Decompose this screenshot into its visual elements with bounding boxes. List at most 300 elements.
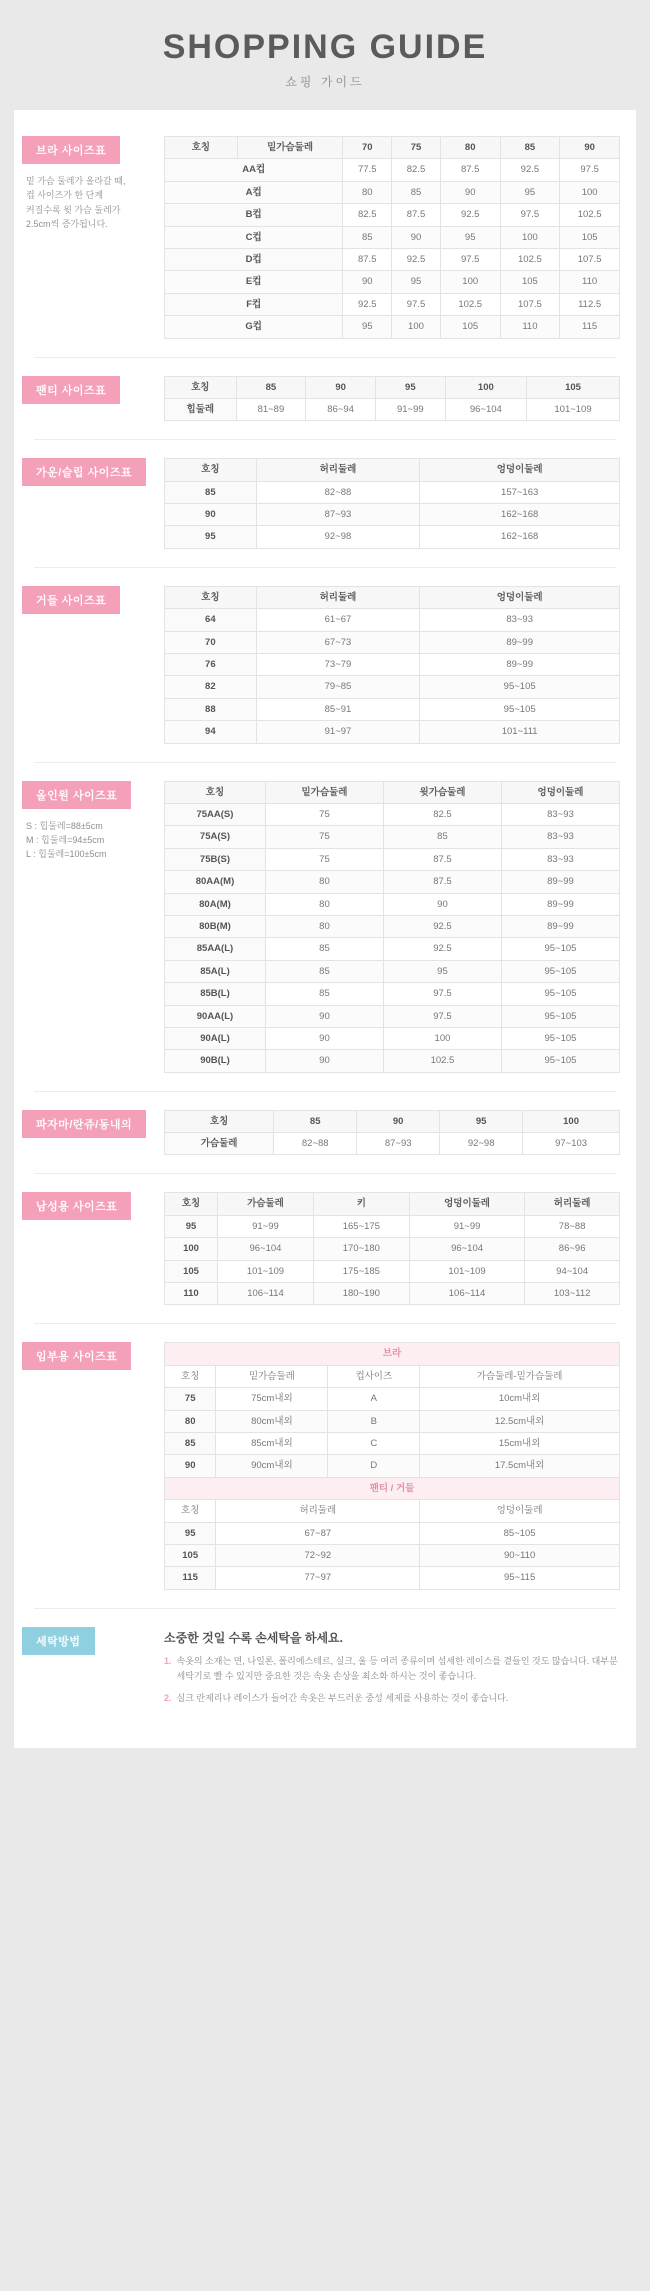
table-cell: 95~105 — [420, 676, 620, 698]
section-2 — [14, 444, 636, 563]
table-cell: 165~175 — [313, 1215, 409, 1237]
section-6-right — [164, 1192, 624, 1305]
table-cell: 89~99 — [501, 893, 619, 915]
table-row — [165, 1050, 620, 1072]
table-cell: 86~94 — [306, 398, 376, 420]
section-5-tag: 파자마/란쥬/동내의 — [22, 1110, 146, 1138]
column-header: 100 — [445, 376, 526, 398]
table-row — [165, 609, 620, 631]
table-cell: 92.5 — [392, 248, 441, 270]
column-header: 호칭 — [165, 459, 257, 481]
table-cell: 105 — [560, 226, 620, 248]
table-row — [165, 1343, 620, 1365]
section-4 — [14, 767, 636, 1087]
column-header: 90 — [306, 376, 376, 398]
table-cell: 95~105 — [501, 1050, 619, 1072]
table-cell: B — [328, 1410, 420, 1432]
table-cell: 175~185 — [313, 1260, 409, 1282]
section-2-table — [164, 458, 620, 549]
column-header: 허리둘레 — [256, 586, 420, 608]
column-header: 90 — [560, 137, 620, 159]
table-cell: 97.5 — [440, 248, 500, 270]
table-row — [165, 293, 620, 315]
maternity-table — [164, 1342, 620, 1589]
section-1 — [14, 362, 636, 436]
column-header: 호칭 — [165, 137, 238, 159]
table-cell: 92.5 — [440, 204, 500, 226]
row-header-cell: 82 — [165, 676, 257, 698]
table-header-row — [165, 1110, 620, 1132]
table-cell: 106~114 — [218, 1283, 314, 1305]
page-title: SHOPPING GUIDE — [162, 28, 488, 66]
section-4-right — [164, 781, 624, 1073]
table-cell: 97.5 — [383, 983, 501, 1005]
table-header-row — [165, 1365, 620, 1387]
table-cell: 85 — [265, 960, 383, 982]
table-cell: 95~105 — [501, 960, 619, 982]
section-maternity-left — [14, 1342, 164, 1370]
table-cell: 101~109 — [218, 1260, 314, 1282]
row-header-cell: 85A(L) — [165, 960, 266, 982]
page-header — [0, 0, 650, 110]
section-4-table — [164, 781, 620, 1073]
row-header-cell: 75A(S) — [165, 826, 266, 848]
table-cell: 80 — [265, 871, 383, 893]
column-header: 75 — [392, 137, 441, 159]
table-header-row — [165, 586, 620, 608]
table-cell: 79~85 — [256, 676, 420, 698]
row-header-cell: 90AA(L) — [165, 1005, 266, 1027]
section-5 — [14, 1096, 636, 1170]
table-cell: 96~104 — [445, 398, 526, 420]
table-cell: 87~93 — [256, 504, 420, 526]
table-cell: 91~99 — [409, 1215, 525, 1237]
divider — [34, 567, 616, 568]
table-cell: 90cm내외 — [216, 1455, 328, 1477]
section-2-left — [14, 458, 164, 486]
section-3 — [14, 572, 636, 758]
table-cell: 87.5 — [392, 204, 441, 226]
table-cell: 90 — [265, 1050, 383, 1072]
table-row — [165, 698, 620, 720]
section-3-left — [14, 586, 164, 614]
table-cell: 90 — [383, 893, 501, 915]
row-header-cell: 80 — [165, 1410, 216, 1432]
table-cell: 115 — [560, 316, 620, 338]
table-cell: 75 — [265, 803, 383, 825]
table-cell: 91~99 — [375, 398, 445, 420]
section-4-tag: 올인원 사이즈표 — [22, 781, 131, 809]
table-row — [165, 226, 620, 248]
table-cell: 95 — [343, 316, 392, 338]
column-header: 엉덩이둘레 — [501, 781, 619, 803]
column-header: 컵사이즈 — [328, 1365, 420, 1387]
column-header: 70 — [343, 137, 392, 159]
table-header-row — [165, 781, 620, 803]
column-header: 호칭 — [165, 1110, 274, 1132]
table-row — [165, 1522, 620, 1544]
table-row — [165, 1027, 620, 1049]
section-5-right — [164, 1110, 624, 1156]
column-header: 100 — [523, 1110, 620, 1132]
divider — [34, 762, 616, 763]
table-cell: 92~98 — [440, 1133, 523, 1155]
table-cell: 75cm내외 — [216, 1388, 328, 1410]
section-wash-tag: 세탁방법 — [22, 1627, 95, 1655]
table-cell: 107.5 — [560, 248, 620, 270]
maternity-group1-title: 브라 — [165, 1343, 620, 1365]
table-cell: 95~105 — [501, 1027, 619, 1049]
table-cell: 95~105 — [501, 983, 619, 1005]
row-header-cell: 75AA(S) — [165, 803, 266, 825]
column-header: 밑가슴둘레 — [237, 137, 343, 159]
row-header-cell: 90 — [165, 1455, 216, 1477]
wash-item-number: 2. — [164, 1693, 172, 1704]
section-0-left — [14, 136, 164, 232]
section-0-right — [164, 136, 624, 339]
section-maternity — [14, 1328, 636, 1603]
table-cell: 95~105 — [501, 938, 619, 960]
table-row — [165, 481, 620, 503]
table-cell: 110 — [500, 316, 560, 338]
table-cell: D — [328, 1455, 420, 1477]
column-header: 호칭 — [165, 1193, 218, 1215]
column-header: 호칭 — [165, 1500, 216, 1522]
table-cell: 170~180 — [313, 1238, 409, 1260]
table-row — [165, 1410, 620, 1432]
row-header-cell: 힙둘레 — [165, 398, 237, 420]
table-row — [165, 1238, 620, 1260]
table-cell: 106~114 — [409, 1283, 525, 1305]
section-1-right — [164, 376, 624, 422]
wash-item — [164, 1654, 620, 1684]
table-row — [165, 316, 620, 338]
table-cell: 92.5 — [343, 293, 392, 315]
table-cell: 97~103 — [523, 1133, 620, 1155]
table-cell: 92.5 — [383, 915, 501, 937]
table-row — [165, 248, 620, 270]
guide-body — [14, 110, 636, 1748]
table-row — [165, 1455, 620, 1477]
table-cell: 96~104 — [218, 1238, 314, 1260]
divider — [34, 357, 616, 358]
section-0-tag: 브라 사이즈표 — [22, 136, 120, 164]
column-header: 엉덩이둘레 — [420, 459, 620, 481]
table-row — [165, 526, 620, 548]
table-cell: 82.5 — [343, 204, 392, 226]
table-row — [165, 871, 620, 893]
row-header-cell: 94 — [165, 721, 257, 743]
table-cell: 95 — [392, 271, 441, 293]
column-header: 키 — [313, 1193, 409, 1215]
row-header-cell: 85AA(L) — [165, 938, 266, 960]
table-row — [165, 803, 620, 825]
column-header: 가슴둘레-밑가슴둘레 — [420, 1365, 620, 1387]
section-wash-left — [14, 1627, 164, 1655]
row-header-cell: 95 — [165, 1215, 218, 1237]
table-cell: 87.5 — [440, 159, 500, 181]
column-header: 85 — [500, 137, 560, 159]
table-cell: 90 — [343, 271, 392, 293]
column-header: 호칭 — [165, 376, 237, 398]
section-4-note: S : 힙둘레=88±5cm M : 힙둘레=94±5cm L : 힙둘레=100±5cm — [26, 820, 107, 860]
table-cell: 10cm내외 — [420, 1388, 620, 1410]
column-header: 밑가슴둘레 — [265, 781, 383, 803]
section-0 — [14, 122, 636, 353]
section-2-right — [164, 458, 624, 549]
table-cell: 83~93 — [501, 826, 619, 848]
table-row — [165, 848, 620, 870]
table-cell: 67~87 — [216, 1522, 420, 1544]
table-cell: 100 — [440, 271, 500, 293]
table-cell: 91~97 — [256, 721, 420, 743]
table-cell: 95 — [500, 181, 560, 203]
table-cell: 112.5 — [560, 293, 620, 315]
row-header-cell: 90A(L) — [165, 1027, 266, 1049]
table-row — [165, 204, 620, 226]
table-cell: 95~115 — [420, 1567, 620, 1589]
column-header: 80 — [440, 137, 500, 159]
table-cell: 100 — [383, 1027, 501, 1049]
table-cell: 89~99 — [420, 654, 620, 676]
table-row — [165, 826, 620, 848]
section-2-tag: 가운/슬립 사이즈표 — [22, 458, 146, 486]
table-cell: 100 — [392, 316, 441, 338]
table-row — [165, 893, 620, 915]
table-cell: 75 — [265, 848, 383, 870]
column-header: 엉덩이둘레 — [420, 1500, 620, 1522]
row-header-cell: 95 — [165, 1522, 216, 1544]
table-cell: 87.5 — [383, 848, 501, 870]
row-header-cell: AA컵 — [165, 159, 343, 181]
table-cell: 15cm내외 — [420, 1432, 620, 1454]
row-header-cell: 70 — [165, 631, 257, 653]
table-cell: 80 — [265, 915, 383, 937]
table-row — [165, 1567, 620, 1589]
table-cell: 97.5 — [383, 1005, 501, 1027]
section-1-left — [14, 376, 164, 404]
table-cell: 102.5 — [560, 204, 620, 226]
divider — [34, 1323, 616, 1324]
column-header: 90 — [357, 1110, 440, 1132]
table-cell: 100 — [500, 226, 560, 248]
table-cell: 87.5 — [343, 248, 392, 270]
column-header: 허리둘레 — [525, 1193, 620, 1215]
table-cell: 85 — [383, 826, 501, 848]
column-header: 95 — [440, 1110, 523, 1132]
table-cell: 94~104 — [525, 1260, 620, 1282]
row-header-cell: G컵 — [165, 316, 343, 338]
table-cell: 82.5 — [383, 803, 501, 825]
table-row — [165, 1215, 620, 1237]
column-header: 85 — [274, 1110, 357, 1132]
table-cell: 77.5 — [343, 159, 392, 181]
table-row — [165, 271, 620, 293]
table-cell: 89~99 — [501, 915, 619, 937]
table-row — [165, 398, 620, 420]
table-cell: 102.5 — [440, 293, 500, 315]
table-cell: 89~99 — [420, 631, 620, 653]
column-header: 엉덩이둘레 — [409, 1193, 525, 1215]
table-row — [165, 1133, 620, 1155]
table-cell: 97.5 — [560, 159, 620, 181]
table-cell: 87.5 — [383, 871, 501, 893]
table-cell: 90 — [265, 1005, 383, 1027]
table-row — [165, 631, 620, 653]
section-4-left — [14, 781, 164, 862]
table-cell: 95~105 — [420, 698, 620, 720]
table-cell: C — [328, 1432, 420, 1454]
row-header-cell: 115 — [165, 1567, 216, 1589]
table-header-row — [165, 1500, 620, 1522]
table-cell: 80 — [343, 181, 392, 203]
table-cell: 97.5 — [392, 293, 441, 315]
divider — [34, 1091, 616, 1092]
table-row — [165, 1544, 620, 1566]
row-header-cell: 64 — [165, 609, 257, 631]
table-cell: 107.5 — [500, 293, 560, 315]
table-cell: 90 — [392, 226, 441, 248]
row-header-cell: 가슴둘레 — [165, 1133, 274, 1155]
divider — [34, 1173, 616, 1174]
row-header-cell: 85B(L) — [165, 983, 266, 1005]
row-header-cell: 85 — [165, 481, 257, 503]
table-row — [165, 1477, 620, 1499]
table-row — [165, 504, 620, 526]
table-row — [165, 676, 620, 698]
table-cell: 85cm내외 — [216, 1432, 328, 1454]
table-cell: 110 — [560, 271, 620, 293]
row-header-cell: F컵 — [165, 293, 343, 315]
row-header-cell: 76 — [165, 654, 257, 676]
table-cell: 162~168 — [420, 526, 620, 548]
wash-item-text: 실크 란제리나 레이스가 들어간 속옷은 부드러운 중성 세제를 사용하는 것이 좋습니다. — [176, 1693, 509, 1704]
table-header-row — [165, 459, 620, 481]
row-header-cell: 88 — [165, 698, 257, 720]
column-header: 허리둘레 — [256, 459, 420, 481]
table-row — [165, 1260, 620, 1282]
table-cell: 83~93 — [501, 803, 619, 825]
table-header-row — [165, 1193, 620, 1215]
table-cell: A — [328, 1388, 420, 1410]
table-cell: 101~109 — [409, 1260, 525, 1282]
table-cell: 78~88 — [525, 1215, 620, 1237]
row-header-cell: E컵 — [165, 271, 343, 293]
table-cell: 83~93 — [420, 609, 620, 631]
table-cell: 17.5cm내외 — [420, 1455, 620, 1477]
row-header-cell: B컵 — [165, 204, 343, 226]
row-header-cell: 90B(L) — [165, 1050, 266, 1072]
table-row — [165, 1388, 620, 1410]
column-header: 호칭 — [165, 586, 257, 608]
row-header-cell: 105 — [165, 1544, 216, 1566]
column-header: 95 — [375, 376, 445, 398]
sections-container — [14, 122, 636, 1324]
column-header: 허리둘레 — [216, 1500, 420, 1522]
table-row — [165, 159, 620, 181]
section-5-table — [164, 1110, 620, 1156]
table-cell: 162~168 — [420, 504, 620, 526]
table-cell: 85~105 — [420, 1522, 620, 1544]
section-0-table — [164, 136, 620, 339]
table-cell: 95~105 — [501, 1005, 619, 1027]
table-cell: 12.5cm내외 — [420, 1410, 620, 1432]
table-cell: 95 — [440, 226, 500, 248]
section-6 — [14, 1178, 636, 1319]
table-row — [165, 983, 620, 1005]
row-header-cell: 90 — [165, 504, 257, 526]
table-cell: 92.5 — [383, 938, 501, 960]
table-cell: 85 — [265, 938, 383, 960]
table-cell: 87~93 — [357, 1133, 440, 1155]
row-header-cell: 85 — [165, 1432, 216, 1454]
table-cell: 85 — [343, 226, 392, 248]
section-6-tag: 남성용 사이즈표 — [22, 1192, 131, 1220]
wash-item — [164, 1691, 620, 1706]
row-header-cell: 110 — [165, 1283, 218, 1305]
row-header-cell: A컵 — [165, 181, 343, 203]
section-maternity-right — [164, 1342, 624, 1589]
table-row — [165, 1432, 620, 1454]
table-cell: 100 — [560, 181, 620, 203]
table-cell: 85 — [392, 181, 441, 203]
table-row — [165, 721, 620, 743]
table-cell: 77~97 — [216, 1567, 420, 1589]
table-cell: 105 — [440, 316, 500, 338]
table-header-row — [165, 376, 620, 398]
table-cell: 157~163 — [420, 481, 620, 503]
maternity-group2-title: 팬티 / 거들 — [165, 1477, 620, 1499]
table-row — [165, 960, 620, 982]
wash-item-number: 1. — [164, 1655, 172, 1666]
section-6-left — [14, 1192, 164, 1220]
column-header: 밑가슴둘레 — [216, 1365, 328, 1387]
row-header-cell: C컵 — [165, 226, 343, 248]
table-cell: 105 — [500, 271, 560, 293]
table-header-row — [165, 137, 620, 159]
wash-title: 소중한 것일 수록 손세탁을 하세요. — [164, 1630, 343, 1645]
section-maternity-tag: 임부용 사이즈표 — [22, 1342, 131, 1370]
column-header: 호칭 — [165, 781, 266, 803]
column-header: 가슴둘레 — [218, 1193, 314, 1215]
table-row — [165, 1283, 620, 1305]
section-wash-right — [164, 1627, 624, 1715]
row-header-cell: 105 — [165, 1260, 218, 1282]
table-cell: 80 — [265, 893, 383, 915]
column-header: 호칭 — [165, 1365, 216, 1387]
table-cell: 86~96 — [525, 1238, 620, 1260]
table-cell: 92~98 — [256, 526, 420, 548]
row-header-cell: D컵 — [165, 248, 343, 270]
row-header-cell: 75 — [165, 1388, 216, 1410]
section-1-table — [164, 376, 620, 422]
wash-item-text: 속옷의 소재는 면, 나일론, 폴리에스테르, 실크, 울 등 여러 종류이며 섬세한 레이스를 곁들인 것도 많습니다. 대부분 세탁기로 빨 수 있지만 중요한 것은 속옷 손상을 최소화 하시는 것이 좋습니다. — [176, 1655, 618, 1681]
section-3-right — [164, 586, 624, 744]
column-header: 윗가슴둘레 — [383, 781, 501, 803]
table-cell: 82.5 — [392, 159, 441, 181]
table-cell: 103~112 — [525, 1283, 620, 1305]
divider — [34, 1608, 616, 1609]
table-row — [165, 938, 620, 960]
table-cell: 91~99 — [218, 1215, 314, 1237]
section-wash — [14, 1613, 636, 1729]
table-cell: 95 — [383, 960, 501, 982]
table-cell: 82~88 — [274, 1133, 357, 1155]
table-row — [165, 915, 620, 937]
page-subtitle: 쇼핑 가이드 — [285, 75, 365, 89]
row-header-cell: 80A(M) — [165, 893, 266, 915]
section-3-tag: 거들 사이즈표 — [22, 586, 120, 614]
